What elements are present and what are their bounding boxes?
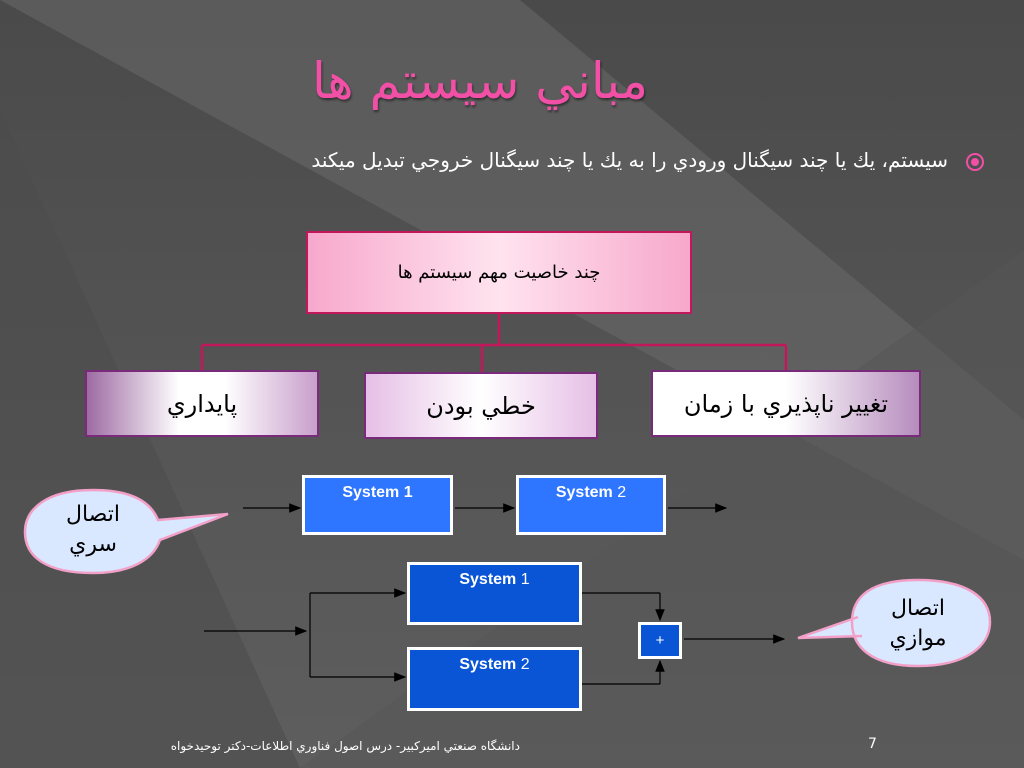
property-label: پايداري (166, 389, 238, 418)
system-word: System (459, 571, 517, 588)
parallel-system-1-box (407, 562, 582, 625)
system-word: System (459, 656, 517, 673)
property-box-linearity (364, 372, 598, 439)
sum-symbol: + (655, 632, 665, 649)
root-box-label: چند خاصيت مهم سيستم ها (397, 262, 601, 283)
page-number: 7 (868, 736, 877, 752)
callout-line: اتصال (890, 596, 945, 621)
property-label: تغيير ناپذيري با زمان (683, 389, 889, 418)
system-number: 1 (520, 571, 530, 588)
series-system-2-box (516, 475, 666, 535)
property-box-stability (85, 370, 319, 437)
series-callout-text (38, 500, 148, 560)
slide-title: مباني سيستم ها (311, 52, 649, 110)
system-number: 2 (520, 656, 530, 673)
slide-footer: دانشگاه صنعتي اميركبير- درس اصول فناوري اطلاعات-دكتر توحيدخواه (170, 739, 520, 753)
property-label: خطي بودن (426, 391, 536, 420)
parallel-system-2-box (407, 647, 582, 711)
system-number: 2 (617, 484, 627, 501)
callout-line: اتصال (65, 502, 120, 527)
series-system-1-box (302, 475, 453, 535)
callout-line: سري (69, 532, 117, 557)
bullet-item (164, 148, 984, 172)
bullet-text: سيستم، يك يا چند سيگنال ورودي را به يك يا چند سيگنال خروجي تبديل ميكند (311, 148, 948, 172)
system-word: System (342, 484, 400, 501)
summing-junction-box (638, 622, 682, 659)
system-number: 1 (403, 484, 413, 501)
callout-line: موازي (889, 626, 947, 651)
parallel-callout-text (862, 594, 974, 654)
system-word: System (555, 484, 613, 501)
system-properties-root-box (306, 231, 692, 314)
target-bullet-icon (966, 153, 984, 171)
property-box-time-invariance (651, 370, 921, 437)
